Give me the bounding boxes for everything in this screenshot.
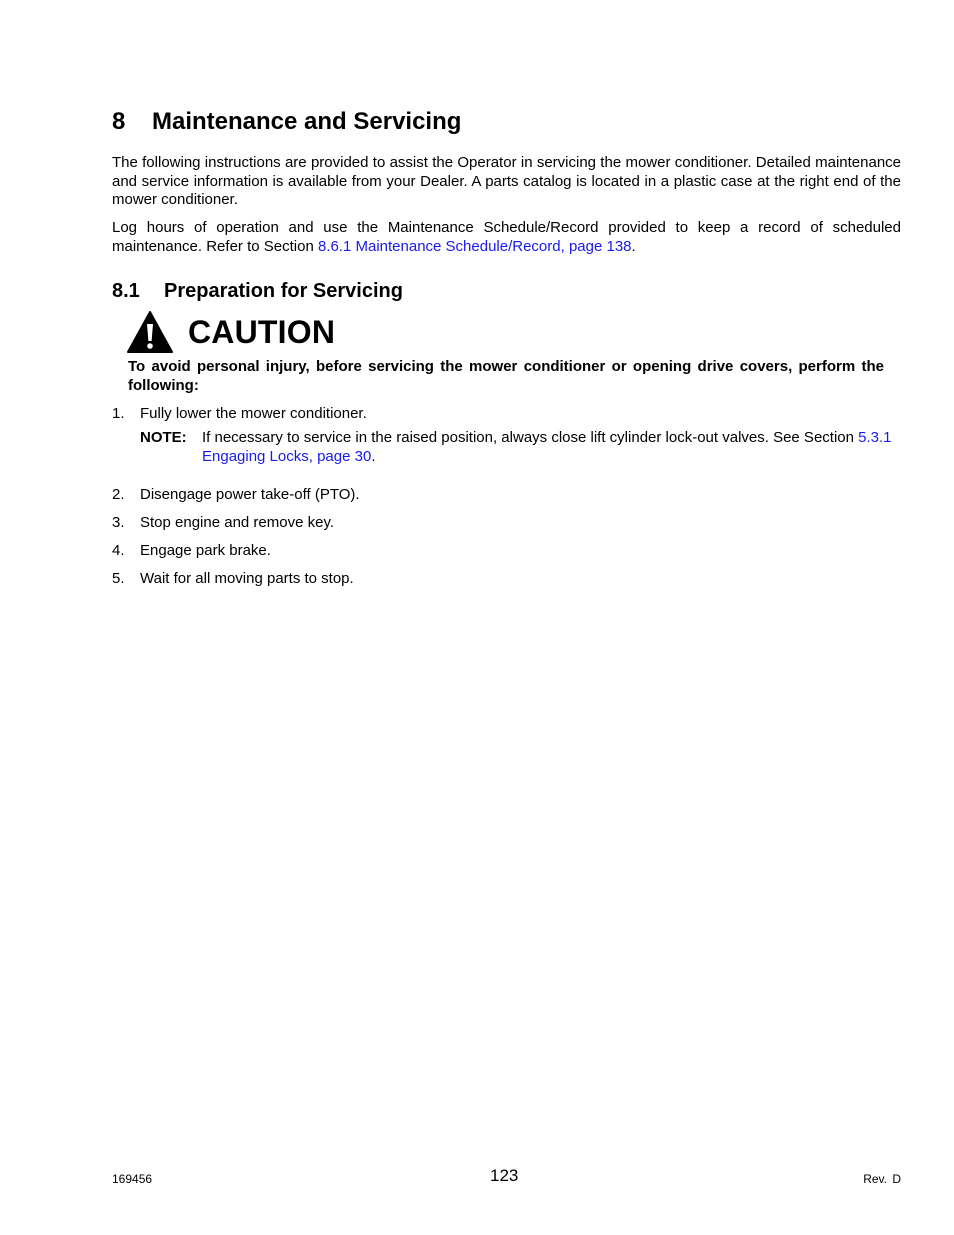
section-number: 8 xyxy=(112,108,126,135)
step-text: Engage park brake. xyxy=(140,542,271,559)
step-item xyxy=(112,513,334,532)
subsection-number: 8.1 xyxy=(112,280,140,302)
footer-revision: Rev. D xyxy=(863,1172,901,1186)
note-body xyxy=(202,428,892,466)
footer-page-number: 123 xyxy=(490,1166,519,1185)
step-number: 2. xyxy=(112,486,125,503)
log-hours-period: . xyxy=(631,237,636,255)
log-hours-text: Log hours of operation and use the Maintenance Schedule/Record provided to keep a record of scheduled maintenance. Refer to Section xyxy=(112,219,901,255)
step-item xyxy=(112,485,360,504)
step-text: Fully lower the mower conditioner. xyxy=(140,405,367,422)
step-text: Stop engine and remove key. xyxy=(140,514,335,531)
note-label: NOTE: xyxy=(140,429,187,446)
section-heading xyxy=(112,106,461,138)
subsection-title: Preparation for Servicing xyxy=(164,280,403,302)
note-period: . xyxy=(371,448,376,465)
step-text: Wait for all moving parts to stop. xyxy=(140,570,354,587)
footer-doc-number: 169456 xyxy=(112,1172,153,1186)
step-text: Disengage power take-off (PTO). xyxy=(140,486,360,503)
step-number: 4. xyxy=(112,542,125,559)
step-item xyxy=(112,541,271,560)
caution-banner xyxy=(126,309,335,355)
step-number: 1. xyxy=(112,405,125,422)
note-text: If necessary to service in the raised position, always close lift cylinder lock-out valves. See Section xyxy=(202,429,859,446)
intro-paragraph: The following instructions are provided to assist the Operator in servicing the mower conditioner. Detailed maintenance and service information is available from your Dealer. A parts catalog is located in a plastic case at the right end of the mower conditioner. xyxy=(112,154,901,208)
section-title: Maintenance and Servicing xyxy=(152,108,462,135)
manual-page xyxy=(112,0,901,1235)
step-item xyxy=(112,569,354,588)
engaging-locks-link[interactable]: 5.3.1 Engaging Locks, page 30 xyxy=(202,429,892,465)
step-number: 5. xyxy=(112,570,125,587)
subsection-heading xyxy=(112,278,403,304)
step-item xyxy=(112,404,367,423)
maintenance-schedule-link[interactable]: 8.6.1 Maintenance Schedule/Record, page 138 xyxy=(317,237,632,255)
caution-text: To avoid personal injury, before servicing the mower conditioner or opening drive covers, perform the following: xyxy=(128,358,884,394)
step-number: 3. xyxy=(112,514,125,531)
warning-triangle-icon xyxy=(126,310,174,354)
log-hours-paragraph xyxy=(112,219,901,256)
caution-label: CAUTION xyxy=(188,314,336,350)
